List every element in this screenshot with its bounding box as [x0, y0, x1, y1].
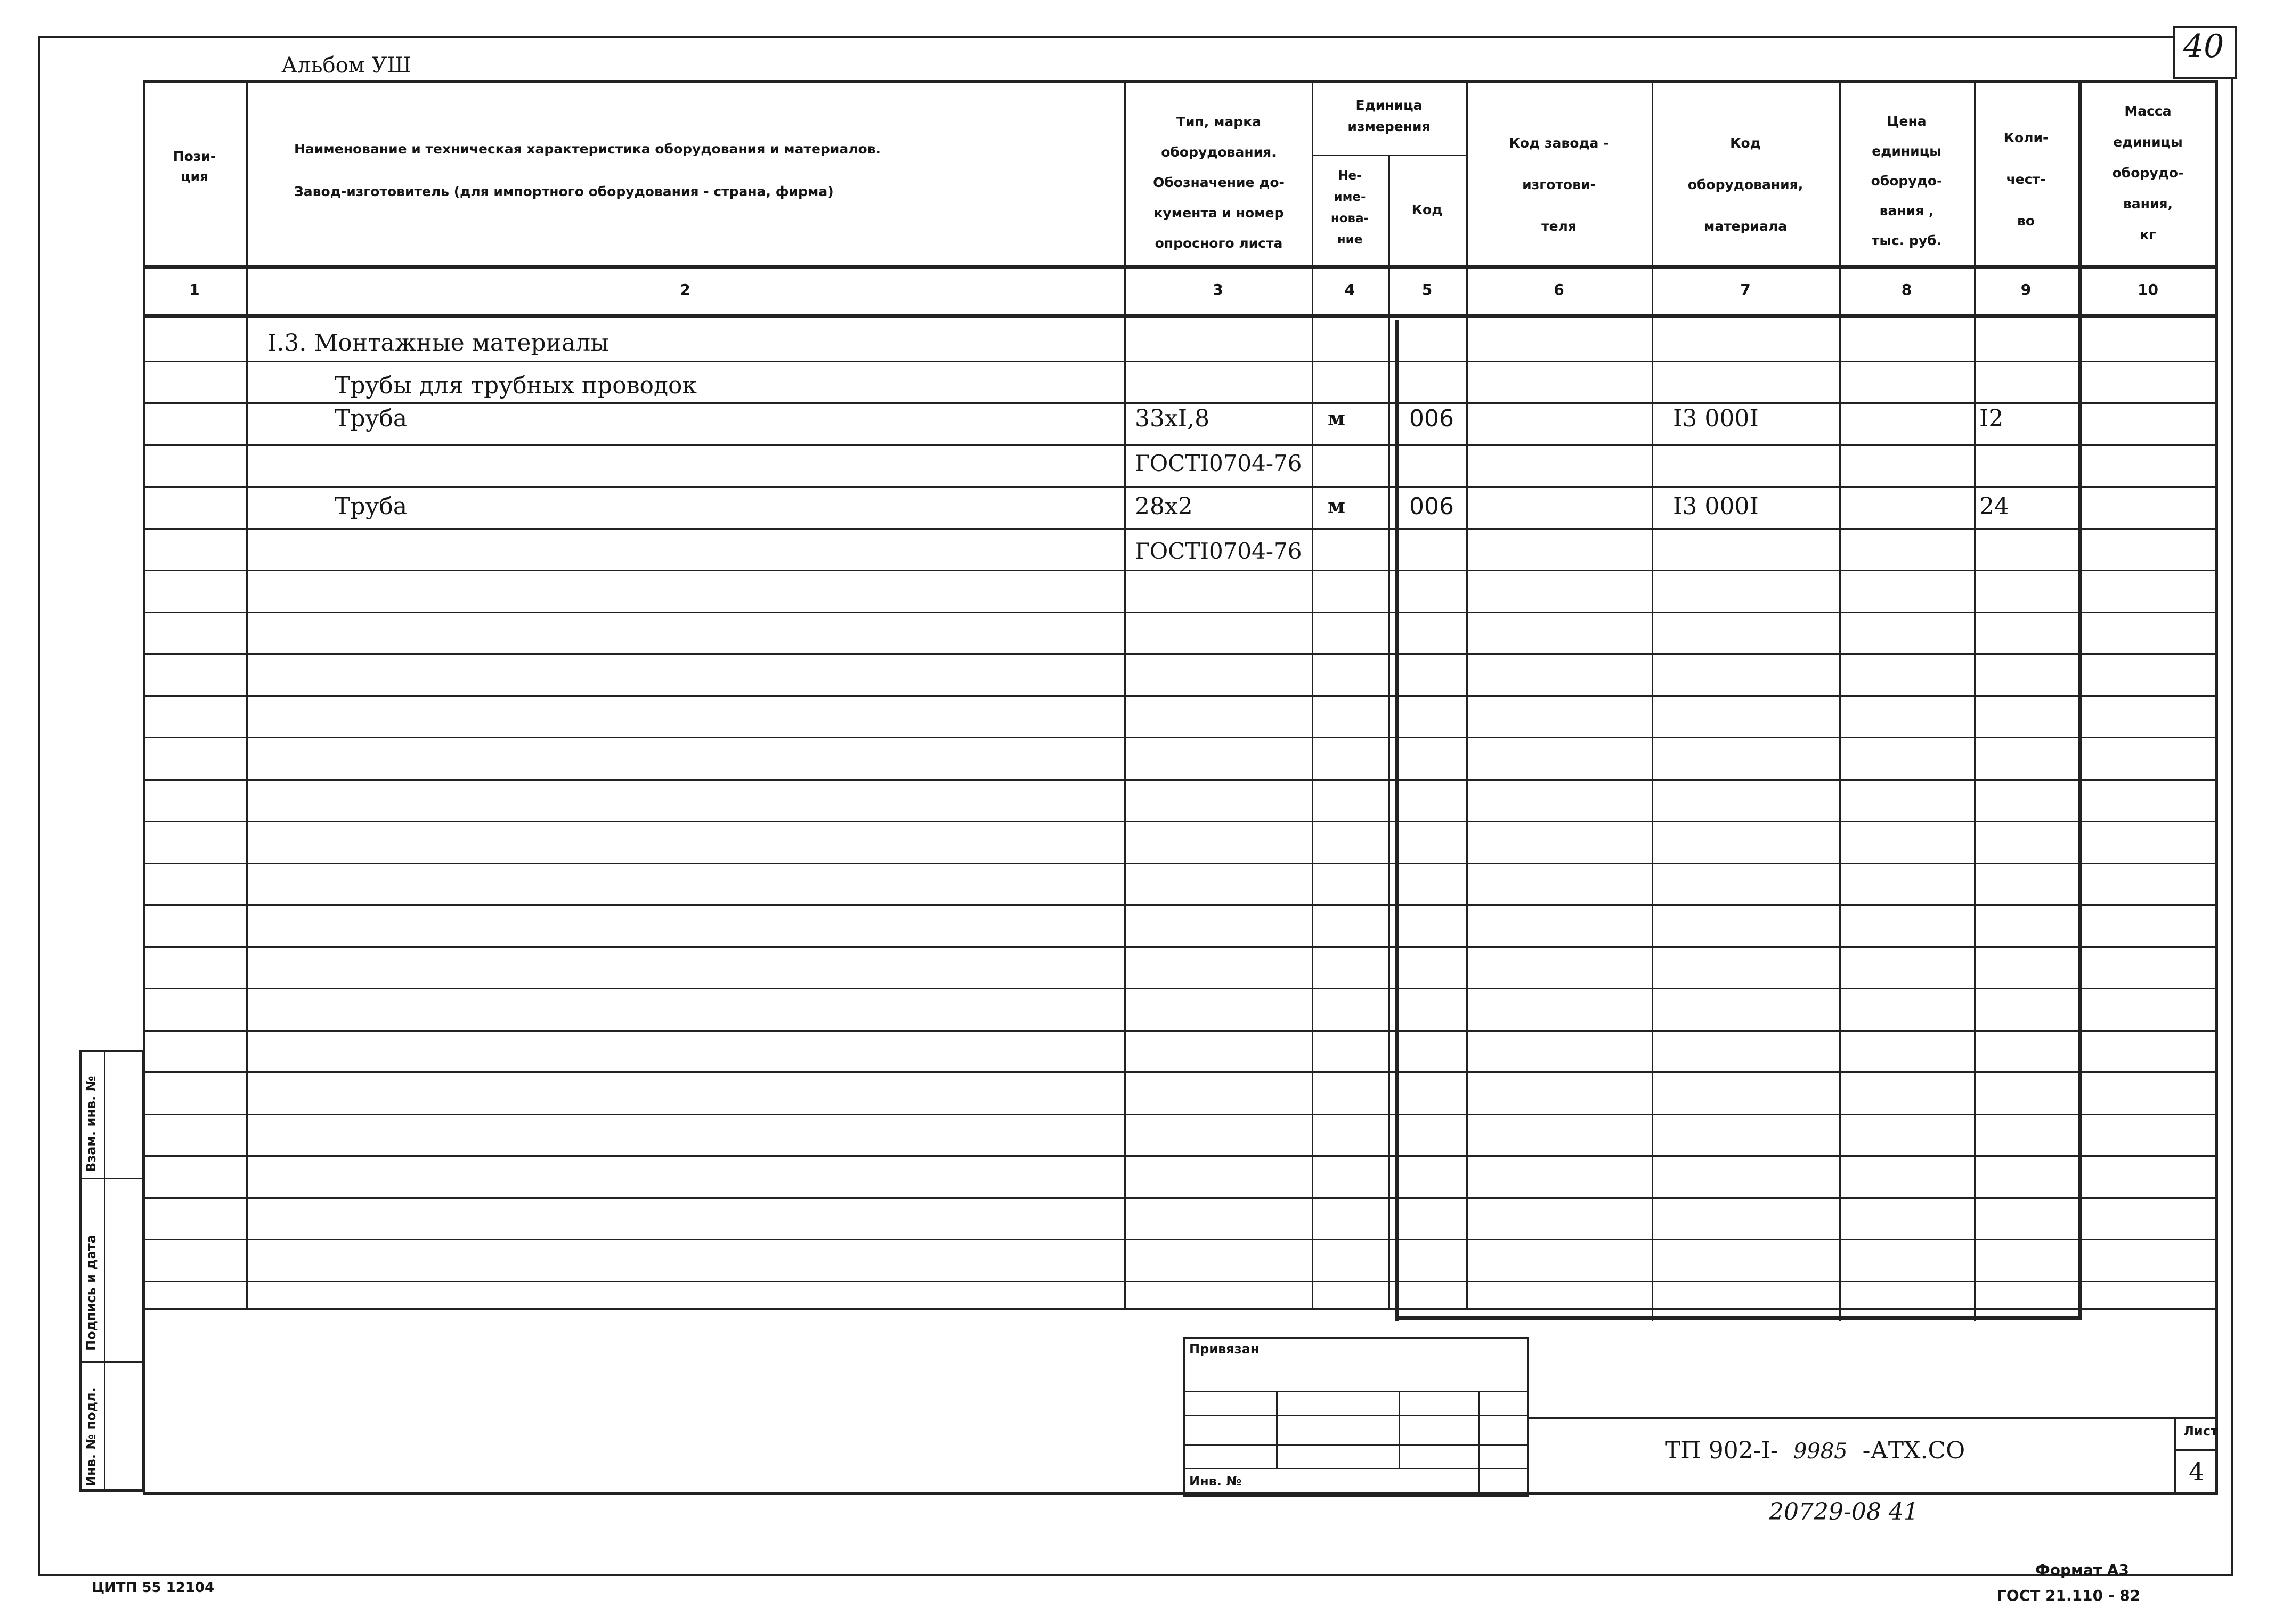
- footer-format: Формат А3: [2035, 1561, 2129, 1579]
- row5-qty: 24: [1979, 493, 2009, 520]
- row3-unit: м: [1328, 406, 1346, 430]
- colnum-8: 8: [1901, 281, 1912, 298]
- sheet-box-line: [2174, 1449, 2218, 1451]
- table-bottom-line: [143, 1308, 2218, 1310]
- side-stamp-line-2: [79, 1361, 145, 1363]
- col-line-1: [246, 80, 248, 1308]
- header-col5: Код: [1411, 202, 1443, 217]
- footer-left: ЦИТП 55 12104: [92, 1580, 215, 1596]
- row-line-12: [143, 821, 2218, 822]
- row3-name: Труба: [335, 405, 408, 432]
- row-line-11: [143, 779, 2218, 781]
- designation-top-line: [1529, 1417, 2218, 1419]
- number-row-bottom-line: [143, 314, 2218, 318]
- colnum-7: 7: [1740, 281, 1751, 298]
- row-line-15: [143, 946, 2218, 948]
- sheet-number: 4: [2189, 1457, 2205, 1486]
- header-col45: Единица измерения: [1347, 98, 1431, 134]
- colnum-4: 4: [1344, 281, 1355, 298]
- row-line-14: [143, 904, 2218, 906]
- colnum-9: 9: [2020, 281, 2032, 298]
- doc-prefix: ТП 902-I-: [1665, 1437, 1778, 1464]
- row6-type: ГОСТI0704-76: [1135, 538, 1302, 564]
- privyazan-label: Привязан: [1189, 1342, 1260, 1357]
- row-line-2: [143, 402, 2218, 404]
- colnum-10: 10: [2138, 281, 2158, 298]
- header-col4: Не- име- нова- ние: [1330, 169, 1369, 247]
- row4-type: ГОСТI0704-76: [1135, 450, 1302, 476]
- header-col3: Тип, марка оборудования. Обозначение до- кумента и номер опросного листа: [1153, 114, 1285, 251]
- row-line-8: [143, 653, 2218, 655]
- privyazan-line-1: [1183, 1391, 1529, 1392]
- row-line-17: [143, 1030, 2218, 1032]
- privyazan-line-2: [1183, 1415, 1529, 1416]
- table-bold-bottom: [1395, 1316, 2082, 1320]
- footer-gost: ГОСТ 21.110 - 82: [1997, 1587, 2141, 1604]
- colnum-5: 5: [1421, 281, 1433, 298]
- row-line-21: [143, 1197, 2218, 1199]
- colnum-2: 2: [680, 281, 690, 298]
- header-col8: Цена единицы оборудо- вания , тыс. руб.: [1871, 113, 1943, 248]
- row3-qty: I2: [1979, 405, 2004, 432]
- row-line-22: [143, 1239, 2218, 1240]
- row-line-9: [143, 695, 2218, 697]
- side-stamp-line-1: [79, 1178, 145, 1179]
- header-col6: Код завода - изготови- теля: [1509, 135, 1609, 234]
- header-col1: Пози- ция: [173, 149, 216, 184]
- privyazan-line-3: [1183, 1444, 1529, 1446]
- row5-type: 28x2: [1135, 493, 1193, 520]
- row-line-5: [143, 528, 2218, 530]
- row-line-20: [143, 1155, 2218, 1157]
- doc-number-handwritten: 9985: [1793, 1439, 1848, 1464]
- row-line-4: [143, 486, 2218, 488]
- row-line-13: [143, 863, 2218, 864]
- row-line-10: [143, 737, 2218, 738]
- row-line-6: [143, 570, 2218, 571]
- row-line-1: [143, 361, 2218, 362]
- row-line-23: [143, 1281, 2218, 1282]
- row5-unit: м: [1328, 494, 1346, 518]
- privyazan-vline-2: [1399, 1391, 1400, 1468]
- side-label-podpis: Подпись и дата: [84, 1235, 99, 1351]
- row5-material-code: I3 000I: [1673, 493, 1759, 520]
- handwritten-archive-number: 20729-08 41: [1769, 1498, 1919, 1525]
- header-col9: Коли- чест- во: [2003, 130, 2049, 229]
- row1-name: I.3. Монтажные материалы: [267, 329, 610, 356]
- unit-header-split: [1312, 155, 1466, 156]
- inv-no-label: Инв. №: [1189, 1474, 1242, 1489]
- side-stamp-divider: [104, 1050, 105, 1492]
- header-bottom-line: [143, 265, 2218, 269]
- corner-page-number: 40: [2183, 28, 2224, 65]
- col-line-4: [1388, 155, 1390, 1308]
- row3-material-code: I3 000I: [1673, 405, 1759, 432]
- side-label-inv: Инв. № подл.: [84, 1387, 99, 1487]
- sheet-label: Лист: [2183, 1424, 2218, 1439]
- row-line-18: [143, 1071, 2218, 1073]
- row-line-7: [143, 612, 2218, 613]
- row2-name: Трубы для трубных проводок: [335, 372, 697, 399]
- side-label-vzam: Взам. инв. №: [84, 1076, 99, 1172]
- header-col2: Наименование и техническая характеристика оборудования и материалов. Завод-изготовитель (для импортного оборудования - страна, фирма): [294, 141, 881, 199]
- doc-suffix: -АТХ.СО: [1862, 1437, 1965, 1464]
- document-designation: [1665, 1437, 1965, 1464]
- row-line-3: [143, 444, 2218, 446]
- colnum-6: 6: [1554, 281, 1564, 298]
- colnum-3: 3: [1213, 281, 1223, 298]
- colnum-1: 1: [189, 281, 200, 298]
- row5-code: 006: [1409, 493, 1454, 520]
- header-col10: Масса единицы оборудо- вания, кг: [2112, 103, 2184, 242]
- privyazan-vline-3: [1478, 1391, 1480, 1497]
- privyazan-vline-1: [1276, 1391, 1278, 1468]
- row-line-19: [143, 1114, 2218, 1115]
- row-line-16: [143, 988, 2218, 989]
- album-title: Альбом УШ: [281, 53, 412, 78]
- header-col7: Код оборудования, материала: [1687, 135, 1803, 234]
- col-line-2: [1124, 80, 1126, 1308]
- row3-type: 33xI,8: [1135, 405, 1210, 432]
- row5-name: Труба: [335, 493, 408, 520]
- privyazan-line-4: [1183, 1468, 1529, 1469]
- col-line-3: [1312, 80, 1313, 1308]
- row3-code: 006: [1409, 405, 1454, 432]
- col-line-5: [1466, 80, 1468, 1308]
